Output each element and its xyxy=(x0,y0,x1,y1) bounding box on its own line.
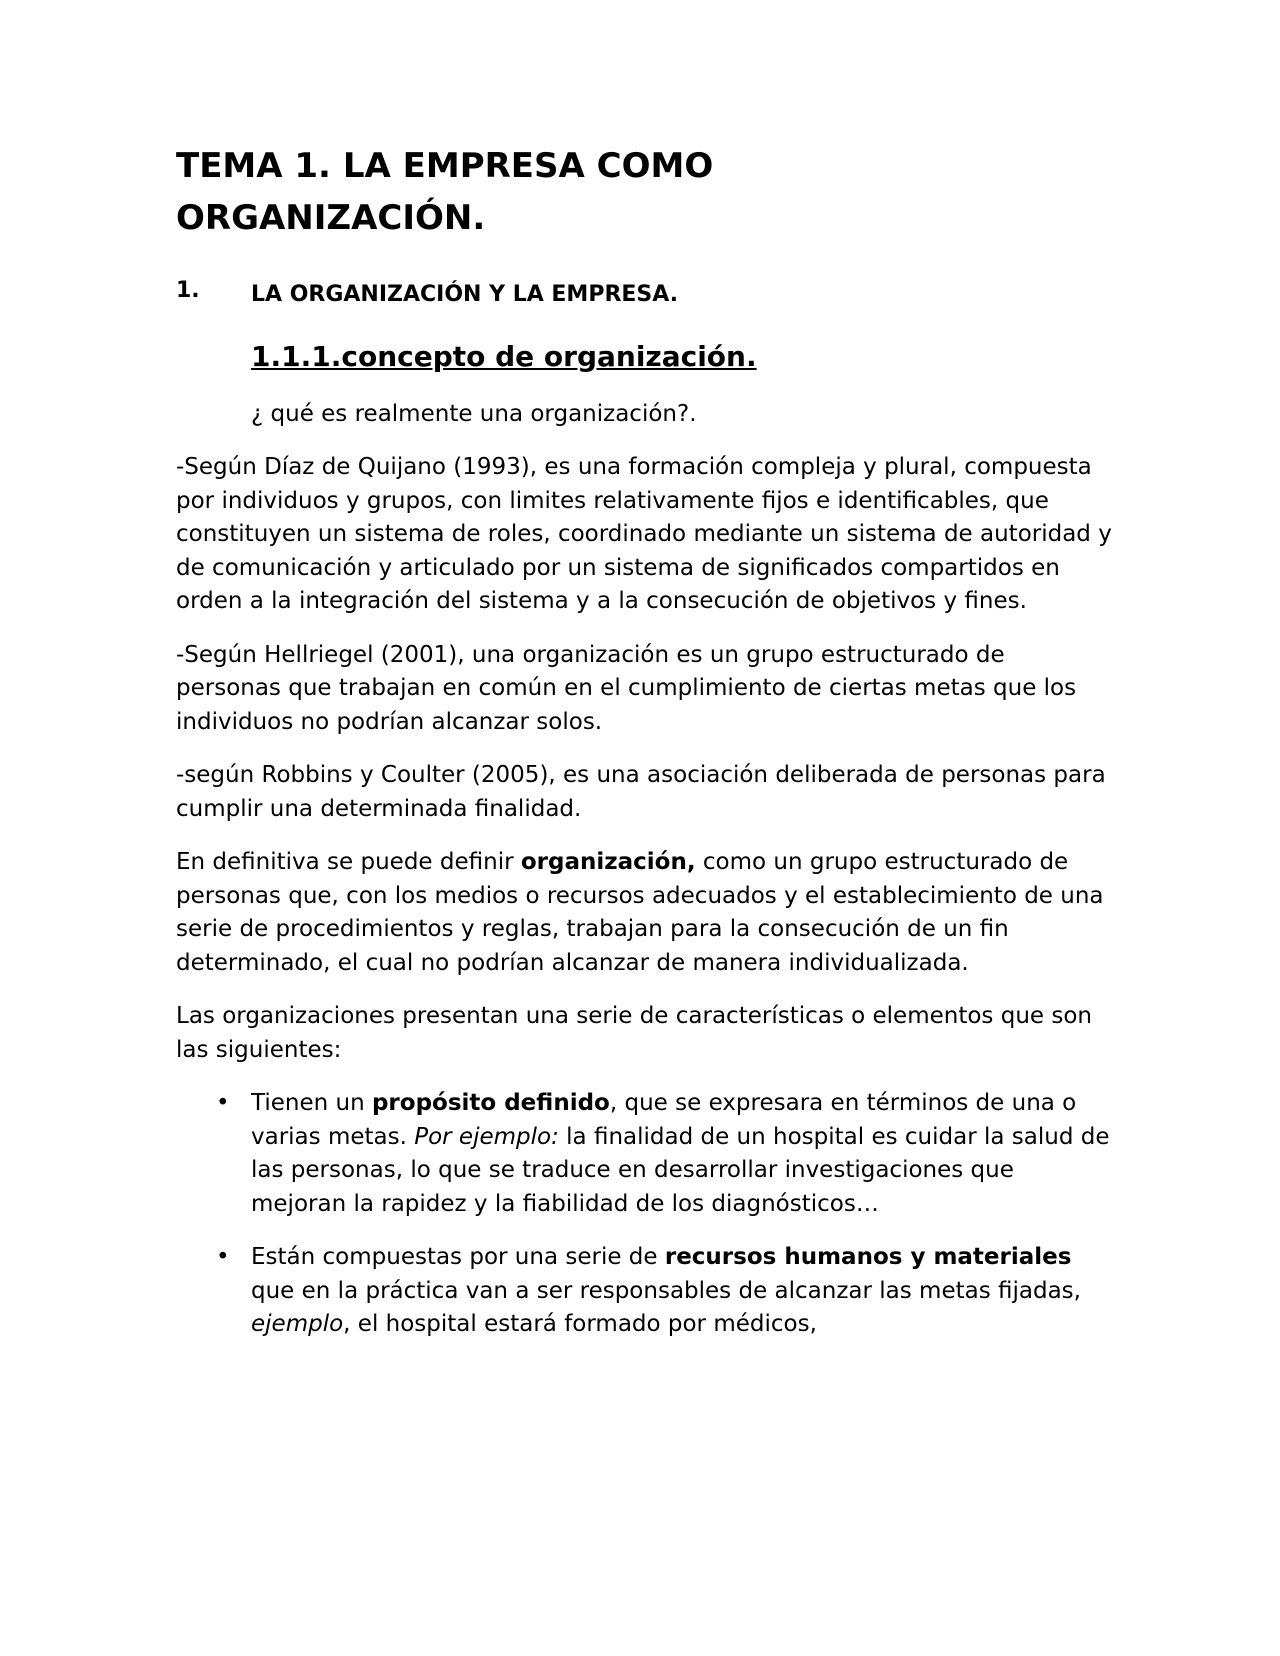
section-title: LA ORGANIZACIÓN Y LA EMPRESA. xyxy=(251,282,679,307)
definition-term: organización, xyxy=(520,849,696,875)
paragraph-diaz-de-quijano: -Según Díaz de Quijano (1993), es una formación compleja y plural, compuesta por individuos y grupos, con limites relativamente fijos e identificables, que constituyen un sistema de roles, coordinado mediante un sistema de autoridad y de comunicación y articulado por un sistema de significados compartidos en orden a la integración del sistema y a la consecución de objetivos y fines. xyxy=(176,454,1112,614)
section-number: 1. xyxy=(176,278,200,303)
definition-text-before: En definitiva se puede definir xyxy=(176,849,521,875)
paragraph-hellriegel: -Según Hellriegel (2001), una organización es un grupo estructurado de personas que trabajan en común en el cumplimiento de ciertas metas que los individuos no podrían alcanzar solos. xyxy=(176,641,1077,735)
section-heading xyxy=(176,278,1116,312)
subsection-title: 1.1.1.concepto de organización. xyxy=(251,340,757,373)
bullet-icon: • xyxy=(216,1244,230,1270)
list-item xyxy=(176,1087,1116,1221)
item-text-after: la finalidad de un hospital es cuidar la salud de las personas, lo que se traduce en desarrollar investigaciones que mejoran la rapidez y la fiabilidad de los diagnósticos… xyxy=(251,1123,1110,1217)
paragraph-characteristics-intro: Las organizaciones presentan una serie de características o elementos que son las siguientes: xyxy=(176,1003,1092,1063)
item-italic-text: ejemplo xyxy=(251,1311,344,1337)
item-text-middle: , que se expresara en términos de una o varias metas. xyxy=(251,1090,1077,1150)
item-text-before: Tienen un xyxy=(251,1090,372,1116)
paragraph-definition xyxy=(176,846,1116,980)
paragraph-robbins-coulter: -según Robbins y Coulter (2005), es una asociación deliberada de personas para cumplir una determinada finalidad. xyxy=(176,762,1106,822)
item-bold-term: recursos humanos y materiales xyxy=(664,1244,1072,1270)
list-item xyxy=(176,1241,1116,1342)
item-text-before: Están compuestas por una serie de xyxy=(251,1244,665,1270)
item-bold-term: propósito definido xyxy=(371,1090,610,1116)
item-text-after: , el hospital estará formado por médicos, xyxy=(343,1311,817,1337)
document-title: TEMA 1. LA EMPRESA COMO ORGANIZACIÓN. xyxy=(176,146,714,238)
question-text: ¿ qué es realmente una organización?. xyxy=(251,401,697,427)
document-page xyxy=(176,140,1116,1362)
item-text-middle: que en la práctica van a ser responsables de alcanzar las metas fijadas, xyxy=(251,1277,1081,1304)
definition-text-after: como un grupo estructurado de personas que, con los medios o recursos adecuados y el establecimiento de una serie de procedimientos y reglas, trabajan para la consecución de un fin determinado, el cual no podrían alcanzar de manera individualizada. xyxy=(176,849,1104,976)
bullet-icon: • xyxy=(216,1090,230,1116)
item-italic-text: Por ejemplo: xyxy=(414,1123,559,1150)
characteristics-list xyxy=(176,1087,1116,1342)
